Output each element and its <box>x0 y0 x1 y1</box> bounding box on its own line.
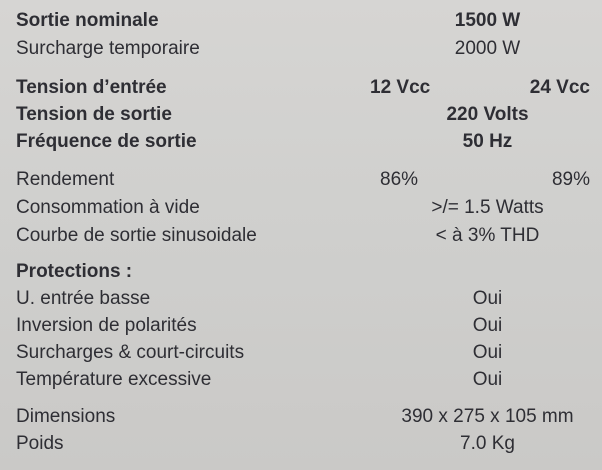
row-value: Oui <box>472 288 503 309</box>
row-label: Inversion de polarités <box>16 315 197 336</box>
row-value-12v: 86% <box>380 169 419 190</box>
row-inversion-polarites <box>0 312 602 339</box>
row-surcharges-court-circuits <box>0 339 602 366</box>
row-label: Tension d’entrée <box>16 77 167 98</box>
row-consommation-vide <box>0 194 602 221</box>
row-label: Poids <box>16 433 64 454</box>
row-label: Sortie nominale <box>16 10 159 31</box>
row-value: Oui <box>472 342 503 363</box>
row-label: Dimensions <box>16 406 116 427</box>
row-value-24v: 24 Vcc <box>529 77 590 98</box>
row-label: U. entrée basse <box>16 288 151 309</box>
row-label: Température excessive <box>16 369 212 390</box>
row-value: Oui <box>472 315 503 336</box>
row-temperature-excessive <box>0 366 602 393</box>
row-value-12v: 12 Vcc <box>370 77 431 98</box>
row-value: 390 x 275 x 105 mm <box>401 406 574 427</box>
row-tension-sortie <box>0 101 602 128</box>
row-sortie-nominale <box>0 7 602 34</box>
row-value: 2000 W <box>454 38 521 59</box>
row-value: 220 Volts <box>446 104 529 125</box>
row-value: 7.0 Kg <box>460 433 515 454</box>
row-poids <box>0 430 602 457</box>
row-value: >/= 1.5 Watts <box>431 197 544 218</box>
row-u-entree-basse <box>0 285 602 312</box>
row-value: 50 Hz <box>462 131 513 152</box>
row-label: Courbe de sortie sinusoidale <box>16 225 257 246</box>
row-label: Surcharge temporaire <box>16 38 200 59</box>
row-label: Consommation à vide <box>16 197 200 218</box>
row-value: 1500 W <box>454 10 521 31</box>
row-dimensions <box>0 403 602 430</box>
row-rendement <box>0 166 602 193</box>
row-value: Oui <box>472 369 503 390</box>
section-heading-label: Protections : <box>16 261 133 282</box>
row-surcharge-temporaire <box>0 35 602 62</box>
row-label: Surcharges & court-circuits <box>16 342 245 363</box>
row-frequence-sortie <box>0 128 602 155</box>
row-label: Rendement <box>16 169 115 190</box>
row-label: Fréquence de sortie <box>16 131 197 152</box>
row-value-24v: 89% <box>551 169 590 190</box>
section-heading-protections <box>0 258 602 285</box>
row-value: < à 3% THD <box>435 225 540 246</box>
row-tension-entree <box>0 74 602 101</box>
row-label: Tension de sortie <box>16 104 172 125</box>
row-courbe-sortie <box>0 222 602 249</box>
